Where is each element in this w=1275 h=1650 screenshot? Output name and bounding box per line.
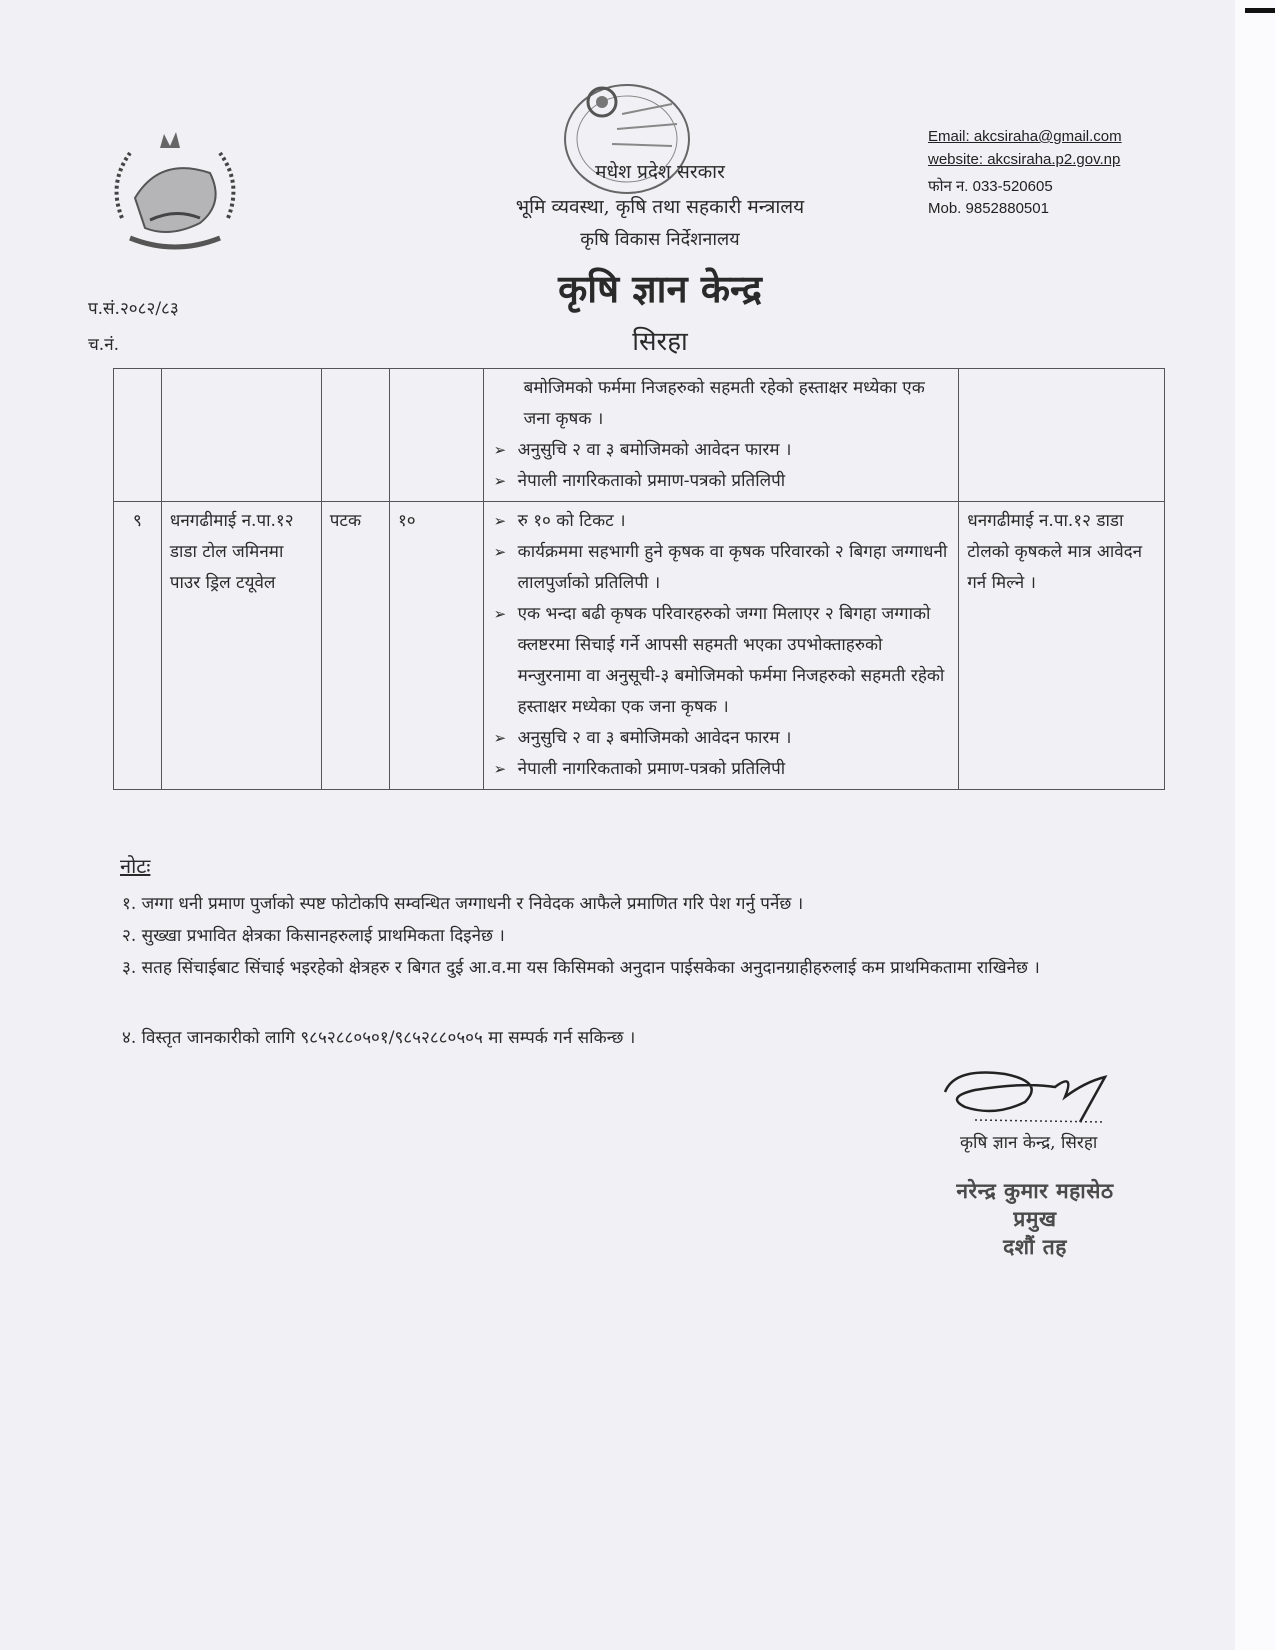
govt-name: मधेश प्रदेश सरकार xyxy=(595,161,725,183)
remarks-cell: धनगढीमाई न.पा.१२ डाडा टोलको कृषकले मात्र आवेदन गर्न मिल्ने । xyxy=(959,502,1165,790)
required-documents-cell xyxy=(483,502,959,790)
contact-phone: फोन न. 033-520605 xyxy=(928,178,1053,195)
stamp-name: नरेन्द्र कुमार महासेठ xyxy=(956,1178,1114,1203)
table-cell xyxy=(161,369,321,502)
list-item: ➢ नेपाली नागरिकताको प्रमाण-पत्रको प्रतिलिपी xyxy=(492,466,951,497)
note-item: १. जग्गा धनी प्रमाण पुर्जाको स्पष्ट फोटोकपि सम्वन्धित जग्गाधनी र निवेदक आफैले प्रमाणित गरि पेश गर्नु पर्नेछ । xyxy=(122,894,804,914)
stamp-level: दशौं तह xyxy=(1003,1234,1067,1259)
program-table xyxy=(113,368,1165,790)
nepal-coat-of-arms-icon xyxy=(100,128,250,258)
required-documents-cell xyxy=(483,369,959,502)
signatory-office: कृषि ज्ञान केन्द्र, सिरहा xyxy=(960,1133,1098,1153)
remarks-cell xyxy=(959,369,1165,502)
list-item: ➢ नेपाली नागरिकताको प्रमाण-पत्रको प्रतिलिपी xyxy=(492,754,951,785)
list-item: ➢ कार्यक्रममा सहभागी हुने कृषक वा कृषक परिवारको २ बिगहा जग्गाधनी लालपुर्जाको प्रतिलिपी । xyxy=(492,537,951,599)
reference-number: प.सं.२०८२/८३ xyxy=(88,299,179,319)
list-item: ➢ एक भन्दा बढी कृषक परिवारहरुको जग्गा मिलाएर २ बिगहा जग्गाको क्लष्टरमा सिचाई गर्ने आपसी सहमती भएका उपभोक्ताहरुको मन्जुरनामा वा अनुसूची-३ बमोजिमको फर्ममा निजहरुको सहमती रहेको हस्ताक्षर मध्येका एक जना कृषक । xyxy=(492,599,951,723)
contact-email[interactable]: Email: akcsiraha@gmail.com xyxy=(928,128,1122,145)
table-cell xyxy=(321,369,389,502)
serial-number-cell: ९ xyxy=(114,502,162,790)
program-name-cell: धनगढीमाई न.पा.१२ डाडा टोल जमिनमा पाउर ड्रिल टयूवेल xyxy=(161,502,321,790)
office-location: सिरहा xyxy=(632,327,688,357)
list-item: ➢ अनुसुचि २ वा ३ बमोजिमको आवेदन फारम । xyxy=(492,723,951,754)
handwritten-signature xyxy=(935,1052,1135,1142)
note-item: २. सुख्खा प्रभावित क्षेत्रका किसानहरुलाई प्राथमिकता दिइनेछ । xyxy=(122,926,505,946)
table-cell xyxy=(389,369,483,502)
table-row xyxy=(114,502,1165,790)
note-item: ३. सतह सिंचाईबाट सिंचाई भइरहेको क्षेत्रहरु र बिगत दुई आ.व.मा यस किसिमको अनुदान पाईसकेका अनुदानग्राहीहरुलाई कम प्राथमिकतामा राखिनेछ । xyxy=(122,958,1040,978)
list-item: बमोजिमको फर्ममा निजहरुको सहमती रहेको हस्ताक्षर मध्येका एक जना कृषक । xyxy=(523,378,925,429)
directorate-name: कृषि विकास निर्देशनालय xyxy=(580,229,740,250)
ministry-name: भूमि व्यवस्था, कृषि तथा सहकारी मन्त्रालय xyxy=(515,196,805,218)
office-title: कृषि ज्ञान केन्द्र xyxy=(558,266,762,311)
list-item: ➢ अनुसुचि २ वा ३ बमोजिमको आवेदन फारम । xyxy=(492,435,951,466)
table-row xyxy=(114,369,1165,502)
scan-edge xyxy=(1235,0,1275,1650)
scan-mark xyxy=(1245,8,1275,13)
table-cell xyxy=(114,369,162,502)
unit-cell: पटक xyxy=(321,502,389,790)
quantity-cell: १० xyxy=(389,502,483,790)
dispatch-number: च.नं. xyxy=(88,335,120,355)
note-item: ४. विस्तृत जानकारीको लागि ९८५२८८०५०१/९८५२८८०५०५ मा सम्पर्क गर्न सकिन्छ । xyxy=(122,1028,636,1048)
list-item: ➢ रु १० को टिकट । xyxy=(492,506,951,537)
office-seal-icon xyxy=(552,74,702,204)
stamp-title: प्रमुख xyxy=(1013,1206,1057,1231)
contact-website[interactable]: website: akcsiraha.p2.gov.np xyxy=(928,151,1121,168)
contact-mobile: Mob. 9852880501 xyxy=(928,200,1049,217)
notes-title: नोटः xyxy=(120,854,151,878)
